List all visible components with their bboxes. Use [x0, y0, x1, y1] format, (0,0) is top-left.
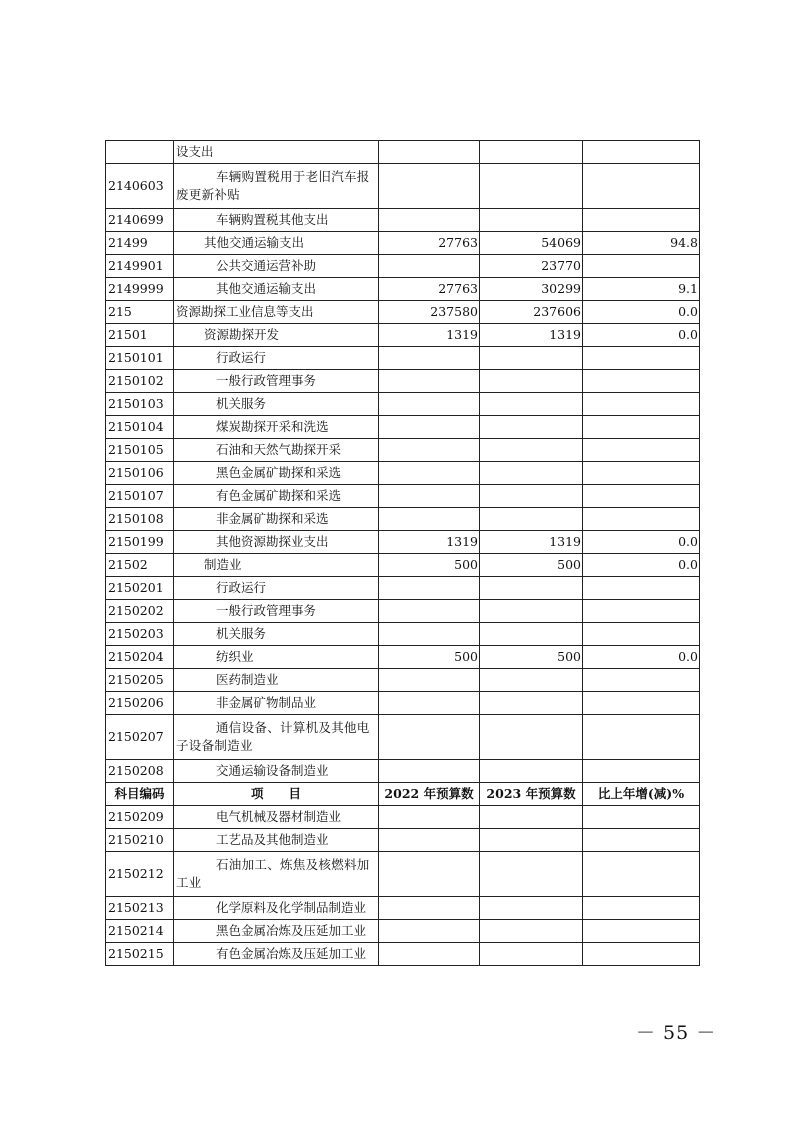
budget-2023-cell: 54069 [480, 232, 583, 255]
item-cell: 有色金属冶炼及压延加工业 [174, 943, 379, 966]
change-cell: 0.0 [583, 646, 700, 669]
item-cell: 有色金属矿勘探和采选 [174, 485, 379, 508]
budget-2023-cell: 23770 [480, 255, 583, 278]
change-cell [583, 347, 700, 370]
change-cell [583, 806, 700, 829]
budget-2022-cell [379, 669, 480, 692]
table-row [106, 531, 700, 554]
budget-2023-cell: 30299 [480, 278, 583, 301]
change-cell [583, 164, 700, 209]
budget-2022-cell [379, 715, 480, 760]
code-cell [106, 141, 174, 164]
header-item-cell: 项 目 [174, 783, 379, 806]
change-cell [583, 623, 700, 646]
item-cell: 石油和天然气勘探开采 [174, 439, 379, 462]
code-cell: 2150203 [106, 623, 174, 646]
code-cell: 2140699 [106, 209, 174, 232]
table-row [106, 623, 700, 646]
change-cell: 9.1 [583, 278, 700, 301]
code-cell: 2150199 [106, 531, 174, 554]
budget-2022-cell: 27763 [379, 278, 480, 301]
change-cell [583, 508, 700, 531]
budget-2023-cell [480, 920, 583, 943]
change-cell: 0.0 [583, 531, 700, 554]
item-cell: 医药制造业 [174, 669, 379, 692]
item-cell: 电气机械及器材制造业 [174, 806, 379, 829]
item-cell: 一般行政管理事务 [174, 600, 379, 623]
budget-2023-cell: 1319 [480, 531, 583, 554]
budget-2022-cell [379, 370, 480, 393]
budget-2022-cell: 500 [379, 646, 480, 669]
code-cell: 2140603 [106, 164, 174, 209]
change-cell [583, 829, 700, 852]
change-cell [583, 600, 700, 623]
table-row [106, 600, 700, 623]
budget-2023-cell: 500 [480, 646, 583, 669]
table-row [106, 462, 700, 485]
code-cell: 21499 [106, 232, 174, 255]
budget-2023-cell [480, 943, 583, 966]
code-cell: 2150206 [106, 692, 174, 715]
change-cell [583, 715, 700, 760]
table-row [106, 485, 700, 508]
change-cell [583, 209, 700, 232]
table-row [106, 943, 700, 966]
table-row [106, 806, 700, 829]
item-cell: 其他交通运输支出 [174, 232, 379, 255]
budget-2023-cell [480, 715, 583, 760]
code-cell: 2150201 [106, 577, 174, 600]
table-row [106, 508, 700, 531]
table-row [106, 829, 700, 852]
change-cell [583, 439, 700, 462]
table-row [106, 439, 700, 462]
change-cell [583, 852, 700, 897]
table-row [106, 577, 700, 600]
table-row [106, 141, 700, 164]
budget-2023-cell [480, 209, 583, 232]
budget-2022-cell [379, 416, 480, 439]
code-cell: 2150106 [106, 462, 174, 485]
table-row [106, 715, 700, 760]
code-cell: 2149999 [106, 278, 174, 301]
budget-2023-cell [480, 141, 583, 164]
budget-2022-cell [379, 897, 480, 920]
budget-table [105, 140, 700, 966]
code-cell: 2150213 [106, 897, 174, 920]
item-cell: 非金属矿物制品业 [174, 692, 379, 715]
change-cell [583, 943, 700, 966]
item-cell: 非金属矿勘探和采选 [174, 508, 379, 531]
table-row [106, 324, 700, 347]
change-cell: 0.0 [583, 301, 700, 324]
budget-2022-cell [379, 600, 480, 623]
item-cell: 行政运行 [174, 577, 379, 600]
budget-2023-cell [480, 416, 583, 439]
item-cell: 黑色金属冶炼及压延加工业 [174, 920, 379, 943]
budget-2022-cell [379, 760, 480, 783]
item-cell: 车辆购置税其他支出 [174, 209, 379, 232]
change-cell [583, 370, 700, 393]
table-row [106, 416, 700, 439]
table-row [106, 897, 700, 920]
change-cell [583, 920, 700, 943]
budget-2022-cell [379, 164, 480, 209]
budget-2023-cell [480, 462, 583, 485]
budget-2022-cell [379, 920, 480, 943]
table-row [106, 393, 700, 416]
budget-2022-cell [379, 141, 480, 164]
change-cell [583, 669, 700, 692]
page-number: － 55 － [636, 1022, 717, 1044]
code-cell: 2150212 [106, 852, 174, 897]
budget-2023-cell [480, 760, 583, 783]
table-row [106, 554, 700, 577]
change-cell: 94.8 [583, 232, 700, 255]
budget-2022-cell [379, 806, 480, 829]
item-cell: 机关服务 [174, 623, 379, 646]
item-cell: 交通运输设备制造业 [174, 760, 379, 783]
item-cell: 行政运行 [174, 347, 379, 370]
budget-2022-cell: 500 [379, 554, 480, 577]
table-row [106, 370, 700, 393]
budget-2023-cell [480, 439, 583, 462]
code-cell: 2150105 [106, 439, 174, 462]
budget-2022-cell [379, 943, 480, 966]
budget-2023-cell [480, 508, 583, 531]
table-header-row [106, 783, 700, 806]
budget-2022-cell: 27763 [379, 232, 480, 255]
table-row [106, 669, 700, 692]
code-cell: 2150210 [106, 829, 174, 852]
budget-2023-cell [480, 485, 583, 508]
budget-2022-cell [379, 209, 480, 232]
code-cell: 2150207 [106, 715, 174, 760]
change-cell [583, 760, 700, 783]
budget-2023-cell: 237606 [480, 301, 583, 324]
table-row [106, 646, 700, 669]
budget-2022-cell: 1319 [379, 324, 480, 347]
budget-2022-cell [379, 623, 480, 646]
item-cell: 其他交通运输支出 [174, 278, 379, 301]
item-cell: 其他资源勘探业支出 [174, 531, 379, 554]
item-cell: 石油加工、炼焦及核燃料加工业 [174, 852, 379, 897]
table-row [106, 278, 700, 301]
budget-2023-cell [480, 347, 583, 370]
item-cell: 煤炭勘探开采和洗选 [174, 416, 379, 439]
budget-2023-cell [480, 393, 583, 416]
change-cell [583, 462, 700, 485]
table-row [106, 232, 700, 255]
budget-2023-cell [480, 577, 583, 600]
item-cell: 制造业 [174, 554, 379, 577]
header-change-cell: 比上年增(减)% [583, 783, 700, 806]
budget-2023-cell [480, 623, 583, 646]
table-row [106, 301, 700, 324]
change-cell [583, 393, 700, 416]
budget-2023-cell [480, 692, 583, 715]
item-cell: 设支出 [174, 141, 379, 164]
item-cell: 工艺品及其他制造业 [174, 829, 379, 852]
code-cell: 215 [106, 301, 174, 324]
table-row [106, 852, 700, 897]
budget-2023-cell [480, 600, 583, 623]
change-cell [583, 897, 700, 920]
code-cell: 2150208 [106, 760, 174, 783]
budget-2023-cell [480, 829, 583, 852]
item-cell: 纺织业 [174, 646, 379, 669]
budget-2022-cell [379, 485, 480, 508]
change-cell: 0.0 [583, 554, 700, 577]
code-cell: 2149901 [106, 255, 174, 278]
item-cell: 公共交通运营补助 [174, 255, 379, 278]
budget-2023-cell [480, 806, 583, 829]
budget-2022-cell [379, 393, 480, 416]
item-cell: 资源勘探工业信息等支出 [174, 301, 379, 324]
change-cell [583, 485, 700, 508]
budget-2023-cell [480, 370, 583, 393]
code-cell: 2150108 [106, 508, 174, 531]
code-cell: 2150102 [106, 370, 174, 393]
code-cell: 2150101 [106, 347, 174, 370]
budget-2022-cell [379, 692, 480, 715]
item-cell: 资源勘探开发 [174, 324, 379, 347]
change-cell [583, 577, 700, 600]
budget-2023-cell [480, 852, 583, 897]
header-2023-cell: 2023 年预算数 [480, 783, 583, 806]
code-cell: 2150204 [106, 646, 174, 669]
table-row [106, 209, 700, 232]
header-2022-cell: 2022 年预算数 [379, 783, 480, 806]
budget-2022-cell [379, 852, 480, 897]
change-cell [583, 692, 700, 715]
code-cell: 2150104 [106, 416, 174, 439]
table-row [106, 347, 700, 370]
budget-2023-cell [480, 897, 583, 920]
change-cell [583, 416, 700, 439]
budget-2023-cell [480, 164, 583, 209]
code-cell: 2150202 [106, 600, 174, 623]
table-row [106, 164, 700, 209]
change-cell [583, 141, 700, 164]
table-row [106, 255, 700, 278]
code-cell: 21502 [106, 554, 174, 577]
code-cell: 2150209 [106, 806, 174, 829]
budget-2022-cell [379, 577, 480, 600]
table-row [106, 760, 700, 783]
table-body [106, 141, 700, 966]
code-cell: 21501 [106, 324, 174, 347]
budget-2022-cell: 1319 [379, 531, 480, 554]
table-row [106, 692, 700, 715]
header-code-cell: 科目编码 [106, 783, 174, 806]
item-cell: 黑色金属矿勘探和采选 [174, 462, 379, 485]
code-cell: 2150215 [106, 943, 174, 966]
budget-2023-cell [480, 669, 583, 692]
budget-2022-cell: 237580 [379, 301, 480, 324]
code-cell: 2150107 [106, 485, 174, 508]
item-cell: 车辆购置税用于老旧汽车报废更新补贴 [174, 164, 379, 209]
budget-2023-cell: 1319 [480, 324, 583, 347]
item-cell: 通信设备、计算机及其他电子设备制造业 [174, 715, 379, 760]
budget-2022-cell [379, 829, 480, 852]
code-cell: 2150214 [106, 920, 174, 943]
code-cell: 2150103 [106, 393, 174, 416]
item-cell: 化学原料及化学制品制造业 [174, 897, 379, 920]
budget-2022-cell [379, 439, 480, 462]
table-row [106, 920, 700, 943]
item-cell: 一般行政管理事务 [174, 370, 379, 393]
budget-2022-cell [379, 462, 480, 485]
item-cell: 机关服务 [174, 393, 379, 416]
budget-2022-cell [379, 347, 480, 370]
change-cell: 0.0 [583, 324, 700, 347]
budget-2023-cell: 500 [480, 554, 583, 577]
budget-2022-cell [379, 255, 480, 278]
change-cell [583, 255, 700, 278]
budget-2022-cell [379, 508, 480, 531]
code-cell: 2150205 [106, 669, 174, 692]
